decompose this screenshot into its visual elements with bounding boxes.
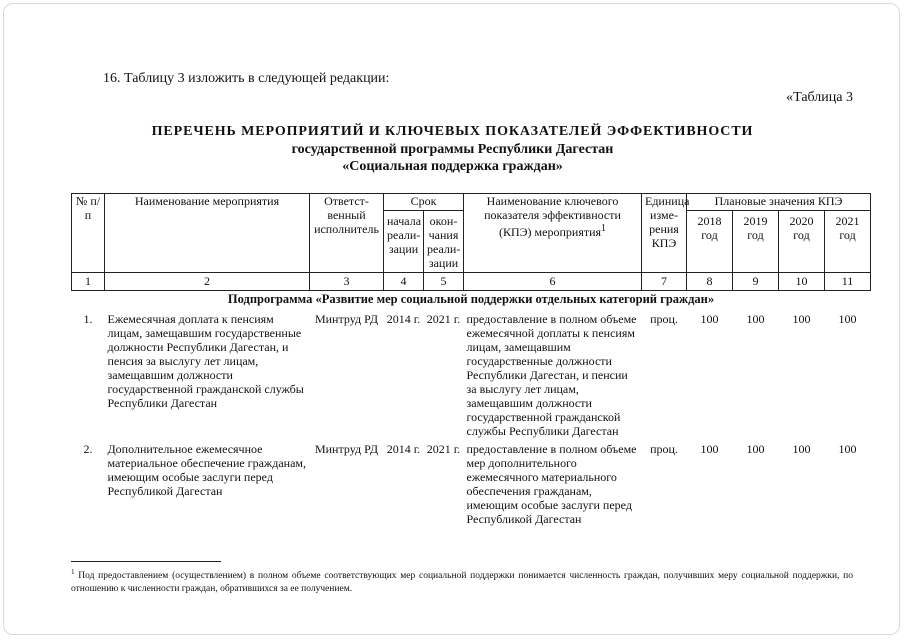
header-term-start: начала реали- зации [384, 211, 424, 273]
column-number: 3 [310, 273, 384, 291]
value-2018: 100 [700, 442, 719, 456]
header-term: Срок [384, 194, 464, 211]
term-end: 2021 г. [426, 442, 461, 456]
footnote-divider [71, 561, 221, 562]
executor: Минтруд РД [314, 442, 379, 456]
table-row [72, 438, 871, 526]
value-2020: 100 [792, 442, 811, 456]
header-executor: Ответст- венный исполнитель [310, 194, 384, 273]
subprogram-title: Подпрограмма «Развитие мер социальной поддержки отдельных категорий граждан» [227, 292, 715, 306]
column-number: 6 [464, 273, 642, 291]
header-year-2021: 2021 год [825, 211, 871, 273]
term-start: 2014 г. [386, 442, 421, 456]
unit: проц. [650, 312, 678, 326]
value-2020: 100 [792, 312, 811, 326]
footnote [71, 566, 853, 596]
column-number: 11 [825, 273, 871, 291]
heading-line-2: государственной программы Республики Дагестан [291, 142, 614, 157]
unit: проц. [650, 442, 678, 456]
indicator-name: предоставление в полном объеме ежемесячной доплаты к пенсиям лицам, замещавшим государственные должности Республики Дагестан, и пенсии за выслугу лет лицам, замещавшим должности государственной гражданской службы Республики Дагестан [466, 312, 637, 438]
header-year-2020: 2020 год [779, 211, 825, 273]
header-term-end: окон- чания реали- зации [424, 211, 464, 273]
executor: Минтруд РД [314, 312, 379, 326]
footnote-text: Под предоставлением (осуществлением) в полном объеме соответствующих мер социальной поддержки понимается численность граждан, получивших меру социальной поддержки, по отношению к численности граждан, обратившихся за ее получением. [71, 571, 854, 595]
header-plan-values: Плановые значения КПЭ [687, 194, 871, 211]
footnote-mark: 1 [71, 568, 75, 576]
value-2021: 100 [838, 442, 857, 456]
column-number: 7 [642, 273, 687, 291]
value-2019: 100 [746, 442, 765, 456]
activity-name: Дополнительное ежемесячное материальное обеспечение гражданам, имеющим особые заслуги перед Республикой Дагестан [107, 442, 306, 498]
column-number: 5 [424, 273, 464, 291]
column-number: 8 [687, 273, 733, 291]
value-2018: 100 [700, 312, 719, 326]
intro-text: 16. Таблицу 3 изложить в следующей редакции: [103, 71, 390, 86]
heading-line-3: «Социальная поддержка граждан» [342, 159, 563, 174]
subprogram-row [72, 291, 871, 309]
table-row [72, 308, 871, 438]
indicator-name: предоставление в полном объеме мер дополнительного ежемесячного материального обеспечения гражданам, имеющим особые заслуги перед Республикой Дагестан [466, 442, 637, 526]
header-unit: Единица изме- рения КПЭ [642, 194, 687, 273]
table-reference: «Таблица 3 [786, 90, 853, 105]
header-indicator [464, 194, 642, 273]
column-number: 2 [105, 273, 310, 291]
heading-line-1: ПЕРЕЧЕНЬ МЕРОПРИЯТИЙ И КЛЮЧЕВЫХ ПОКАЗАТЕЛЕЙ ЭФФЕКТИВНОСТИ [151, 124, 754, 139]
row-number: 2. [83, 442, 93, 456]
column-number: 4 [384, 273, 424, 291]
value-2021: 100 [838, 312, 857, 326]
footnote-ref: 1 [601, 223, 607, 234]
column-number: 10 [779, 273, 825, 291]
column-number: 9 [733, 273, 779, 291]
row-number: 1. [83, 312, 93, 326]
header-year-2018: 2018 год [687, 211, 733, 273]
header-indicator-label: Наименование ключевого показателя эффективности (КПЭ) мероприятия [484, 194, 621, 239]
header-number: № п/п [72, 194, 105, 273]
header-year-2019: 2019 год [733, 211, 779, 273]
document-heading [0, 123, 905, 175]
header-activity-name: Наименование мероприятия [105, 194, 310, 273]
column-number: 1 [72, 273, 105, 291]
term-start: 2014 г. [386, 312, 421, 326]
kpi-table [71, 193, 871, 526]
term-end: 2021 г. [426, 312, 461, 326]
value-2019: 100 [746, 312, 765, 326]
activity-name: Ежемесячная доплата к пенсиям лицам, замещавшим государственные должности Республики Дагестан, и пенсия за выслугу лет лицам, замещавшим должности государственной гражданской службы Республики Дагестан [107, 312, 304, 410]
column-number-row [72, 273, 871, 291]
